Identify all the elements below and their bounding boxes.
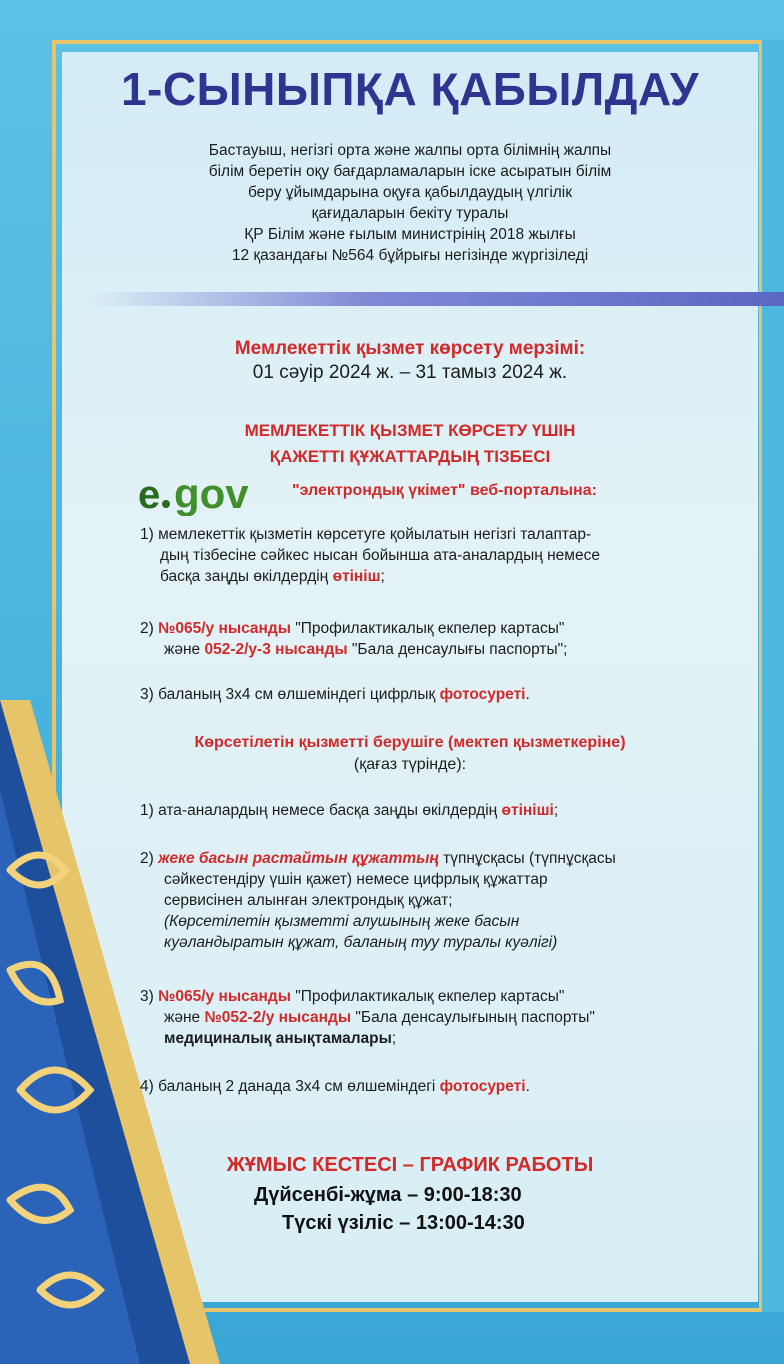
portal-item-3: 3) баланың 3х4 см өлшеміндегі цифрлық фотосуреті. <box>140 686 530 703</box>
documents-heading-line: ҚАЖЕТТІ ҚҰЖАТТАРДЫҢ ТІЗБЕСІ <box>269 447 551 466</box>
documents-heading <box>62 418 758 470</box>
egov-logo <box>136 470 286 516</box>
egov-caption: "электрондық үкімет" веб-порталына: <box>292 482 597 499</box>
list-item-line: медициналық анықтамалары; <box>164 1030 397 1047</box>
provider-item-3 <box>140 986 740 1049</box>
intro-line: беру ұйымдарына оқуға қабылдаудың үлгілік <box>247 184 573 201</box>
list-item-line: (Көрсетілетін қызметті алушының жеке басын <box>164 913 520 930</box>
provider-heading: Көрсетілетін қызметті берушіге (мектеп қызметкеріне) <box>194 734 626 751</box>
egov-logo-e: e <box>138 473 161 516</box>
page-title: 1-СЫНЫПҚА ҚАБЫЛДАУ <box>120 63 700 115</box>
intro-line: білім беретін оқу бағдарламаларын іске асыратын білім <box>208 163 612 180</box>
deadline-label: Мемлекеттік қызмет көрсету мерзімі: <box>234 338 586 359</box>
provider-item-1: 1) ата-аналардың немесе басқа заңды өкілдердің өтініші; <box>140 802 559 819</box>
list-item-line: және 052-2/у-3 нысанды "Бала денсаулығы паспорты"; <box>164 641 568 658</box>
egov-logo-gov: gov <box>174 470 249 516</box>
list-item-line: 3) №065/у нысанды "Профилактикалық екпелер картасы" <box>140 988 565 1005</box>
intro-line: ҚР Білім және ғылым министрінің 2018 жылғы <box>244 226 576 243</box>
list-item-line: басқа заңды өкілдердің өтініш; <box>160 568 385 585</box>
intro-line: Бастауыш, негізгі орта және жалпы орта білімнің жалпы <box>208 142 612 159</box>
list-item-line: 2) №065/у нысанды "Профилактикалық екпелер картасы" <box>140 620 565 637</box>
schedule-workdays: Дүйсенбі-жұма – 9:00-18:30 <box>254 1184 522 1206</box>
portal-item-2 <box>140 618 740 660</box>
list-item-line: 2) жеке басын растайтын құжаттың түпнұсқасы (түпнұсқасы <box>140 850 616 867</box>
provider-item-4: 4) баланың 2 данада 3х4 см өлшеміндегі фотосуреті. <box>140 1078 530 1095</box>
deadline-dates: 01 сәуір 2024 ж. – 31 тамыз 2024 ж. <box>252 362 568 383</box>
list-item-line: дың тізбесіне сәйкес нысан бойынша ата-аналардың немесе <box>160 547 600 564</box>
portal-item-1 <box>140 524 740 587</box>
documents-heading-line: МЕМЛЕКЕТТІК ҚЫЗМЕТ КӨРСЕТУ ҮШІН <box>244 421 576 440</box>
list-item-line: және №052-2/у нысанды "Бала денсаулығының паспорты" <box>164 1009 595 1026</box>
list-item-line: куәландыратын құжат, баланың туу туралы куәлігі) <box>164 934 558 951</box>
intro-line: 12 қазандағы №564 бұйрығы негізінде жүргізіледі <box>231 247 589 264</box>
provider-item-2 <box>140 848 740 953</box>
list-item-line: сәйкестендіру үшін қажет) немесе цифрлық құжаттар <box>164 871 548 888</box>
intro-line: қағидаларын бекіту туралы <box>311 205 509 222</box>
schedule-heading: ЖҰМЫС КЕСТЕСІ – ГРАФИК РАБОТЫ <box>226 1154 594 1176</box>
schedule-lunch: Түскі үзіліс – 13:00-14:30 <box>282 1212 525 1234</box>
list-item-line: 1) мемлекеттік қызметін көрсетуге қойылатын негізгі талаптар- <box>140 526 592 543</box>
provider-subheading: (қағаз түрінде): <box>353 756 467 773</box>
right-decor-strip <box>759 40 784 1312</box>
list-item-line: сервисінен алынған электрондық құжат; <box>164 892 453 909</box>
divider-bar <box>90 292 784 306</box>
intro-text <box>120 140 700 266</box>
